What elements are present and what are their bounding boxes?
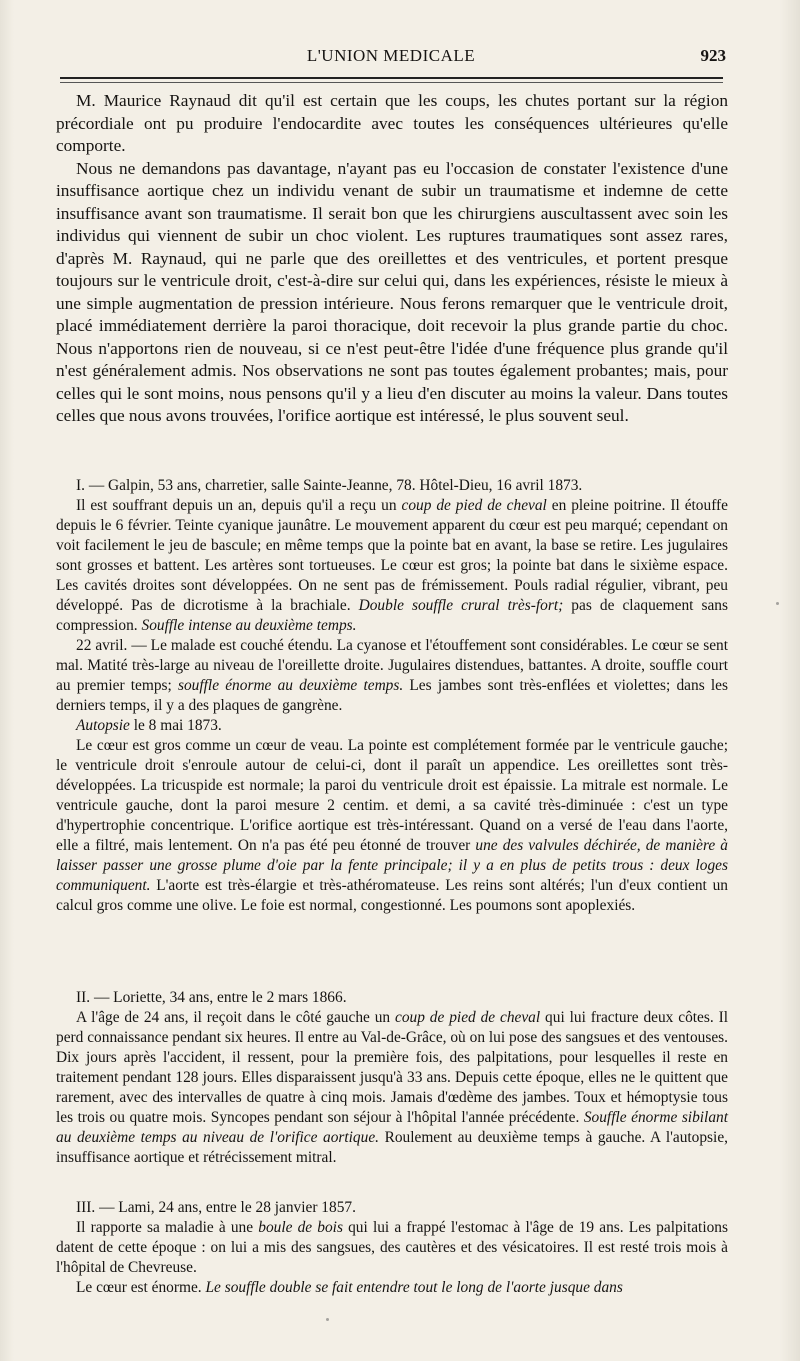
text-run: qui lui fracture deux côtes. Il perd connaissance pendant six heures. Il entre au Val-de-Grâce, où on lui pose des sangsues et des ventouses. Dix jours après l'accident, il ressent, pour la première fois, des palpitations, pour lesquelles il reste en traitement pendant 128 jours. Elles disparaissent jusqu'à 33 ans. Depuis cette époque, elles ne le quittent que rarement, avec des intervalles de quatre à cinq mois. Jamais d'œdème des jambes. Toux et hémoptysie tous les trois ou quatre mois. Syncopes pendant son séjour à l'hôpital l'année précédente. (56, 1009, 728, 1126)
italic-run: Souffle intense au deuxième temps. (141, 617, 357, 634)
text-run: Les jambes sont très-enflées et violettes; dans les derniers temps, il y a des plaques de gangrène. (56, 677, 728, 714)
case-1-paragraph-3 (56, 736, 728, 916)
text-run: A l'âge de 24 ans, il reçoit dans le côté gauche un (76, 1009, 396, 1026)
case-3-paragraph-2 (56, 1278, 728, 1298)
italic-run: Autopsie (76, 717, 130, 734)
case-3-paragraph-1 (56, 1218, 728, 1278)
case-3 (56, 1198, 728, 1298)
case-1 (56, 476, 728, 916)
italic-run: boule de bois (258, 1219, 343, 1236)
text-run: Le cœur est gros comme un cœur de veau. La pointe est complétement formée par le ventricule gauche; le ventricule droit s'enroule autour de celui-ci, dont il paraît un appendice. Les oreillettes sont très-développées. La tricuspide est normale; la paroi du ventricule droit est épaissie. La mitrale est normale. Le ventricule gauche, dont la paroi mesure 2 centim. et demi, a sa cavité très-diminuée : c'est un type d'hypertrophie concentrique. L'orifice aortique est très-intéressant. Quand on a versé de l'eau dans l'aorte, elle a filtré, mais lentement. On n'a pas été peu étonné de trouver (56, 737, 728, 854)
intro-paragraph-1: M. Maurice Raynaud dit qu'il est certain que les coups, les chutes portant sur la région précordiale ont pu produire l'endocardite avec toutes les conséquences ultérieures qu'elle comporte. (56, 91, 728, 155)
italic-run: Souffle énorme sibilant au deuxième temps au niveau de l'orifice aortique. (56, 1109, 729, 1146)
case-3-title: III. — Lami, 24 ans, entre le 28 janvier 1857. (76, 1199, 356, 1216)
text-run: qui lui a frappé l'estomac à l'âge de 19 ans. Les palpitations datent de cette époque : on lui a mis des sangsues, des cautères et des vésicatoires. Il est resté trois mois à l'hôpital de Chevreuse. (56, 1219, 728, 1276)
page-header (56, 46, 726, 72)
italic-run: souffle énorme au deuxième temps. (178, 677, 404, 694)
running-title: L'UNION MEDICALE (306, 46, 476, 65)
text-run: Le cœur est énorme. (76, 1279, 206, 1296)
case-1-paragraph-1 (56, 496, 728, 636)
text-run: pas de claquement sans compression. (56, 597, 728, 634)
italic-run: une des valvules déchirée, de manière à laisser passer une grosse plume d'oie par la fente principale; il y a en plus de petits trous : deux loges communiquent. (56, 837, 728, 894)
header-rule-thin (60, 82, 723, 83)
intro-section (56, 90, 728, 428)
text-run: L'aorte est très-élargie et très-athéromateuse. Les reins sont altérés; l'un d'eux contient un calcul gros comme une olive. Le foie est normal, congestionné. Les poumons sont apoplexiés. (56, 877, 728, 914)
italic-run: coup de pied de cheval (401, 497, 547, 514)
paper-speck (776, 602, 779, 605)
case-2-paragraph-1 (56, 1008, 728, 1168)
case-1-title: I. — Galpin, 53 ans, charretier, salle Sainte-Jeanne, 78. Hôtel-Dieu, 16 avril 1873. (76, 477, 583, 494)
case-2 (56, 988, 728, 1168)
text-run: Il rapporte sa maladie à une (76, 1219, 259, 1236)
text-run: Il est souffrant depuis un an, depuis qu'il a reçu un (76, 497, 402, 514)
page-number: 923 (700, 46, 726, 65)
case-2-title: II. — Loriette, 34 ans, entre le 2 mars 1866. (76, 989, 347, 1006)
text-run: Roulement au deuxième temps à gauche. A l'autopsie, insuffisance aortique et rétrécissement mitral. (56, 1129, 729, 1166)
text-run: le 8 mai 1873. (129, 717, 222, 734)
header-rule (60, 77, 723, 79)
case-1-autopsy-heading (56, 716, 728, 736)
paper-speck (326, 1318, 329, 1321)
case-1-paragraph-2 (56, 636, 728, 716)
text-run: en pleine poitrine. Il étouffe depuis le 6 février. Teinte cyanique jaunâtre. Le mouvement apparent du cœur est peu marqué; cependant on voit facilement le jeu de bascule; en même temps que la pointe bat en avant, la base se retire. Les jugulaires sont grosses et battent. Les artères sont tortueuses. Le cœur est gros; la pointe bat dans le sixième espace. Les cavités droites sont développées. On ne sent pas de frémissement. Pouls radial régulier, vibrant, peu développé. Pas de dicrotisme à la brachiale. (56, 497, 728, 614)
italic-run: Double souffle crural très-fort; (358, 597, 564, 614)
italic-run: Le souffle double se fait entendre tout le long de l'aorte jusque dans (205, 1279, 623, 1296)
intro-paragraph-2: Nous ne demandons pas davantage, n'ayant pas eu l'occasion de constater l'existence d'une insuffisance aortique chez un individu venant de subir un traumatisme et indemne de cette insuffisance avant son traumatisme. Il serait bon que les chirurgiens auscultassent avec soin les individus qui viennent de subir un choc violent. Les ruptures traumatiques sont assez rares, d'après M. Raynaud, qui ne parle que des oreillettes et des ventricules, et portent presque toujours sur le ventricule droit, c'est-à-dire sur celui qui, dans les expériences, résiste le mieux à une simple augmentation de pression intérieure. Nous ferons remarquer que le ventricule droit, placé immédiatement derrière la paroi thoracique, doit recevoir la plus grande partie du choc. Nous n'apportons rien de nouveau, si ce n'est peut-être l'idée d'une fréquence plus grande qu'il n'est généralement admis. Nos observations ne sont pas toutes également probantes; mais, pour celles qui le sont moins, nous pensons qu'il y a lieu d'en discuter au moins la valeur. Dans toutes celles que nous avons trouvées, l'orifice aortique est intéressé, le plus souvent seul. (56, 158, 728, 425)
text-run: 22 avril. — Le malade est couché étendu. La cyanose et l'étouffement sont considérables. Le cœur se sent mal. Matité très-large au niveau de l'oreillette droite. Jugulaires distendues, battantes. A droite, souffle court au premier temps; (56, 637, 728, 694)
italic-run: coup de pied de cheval (395, 1009, 541, 1026)
